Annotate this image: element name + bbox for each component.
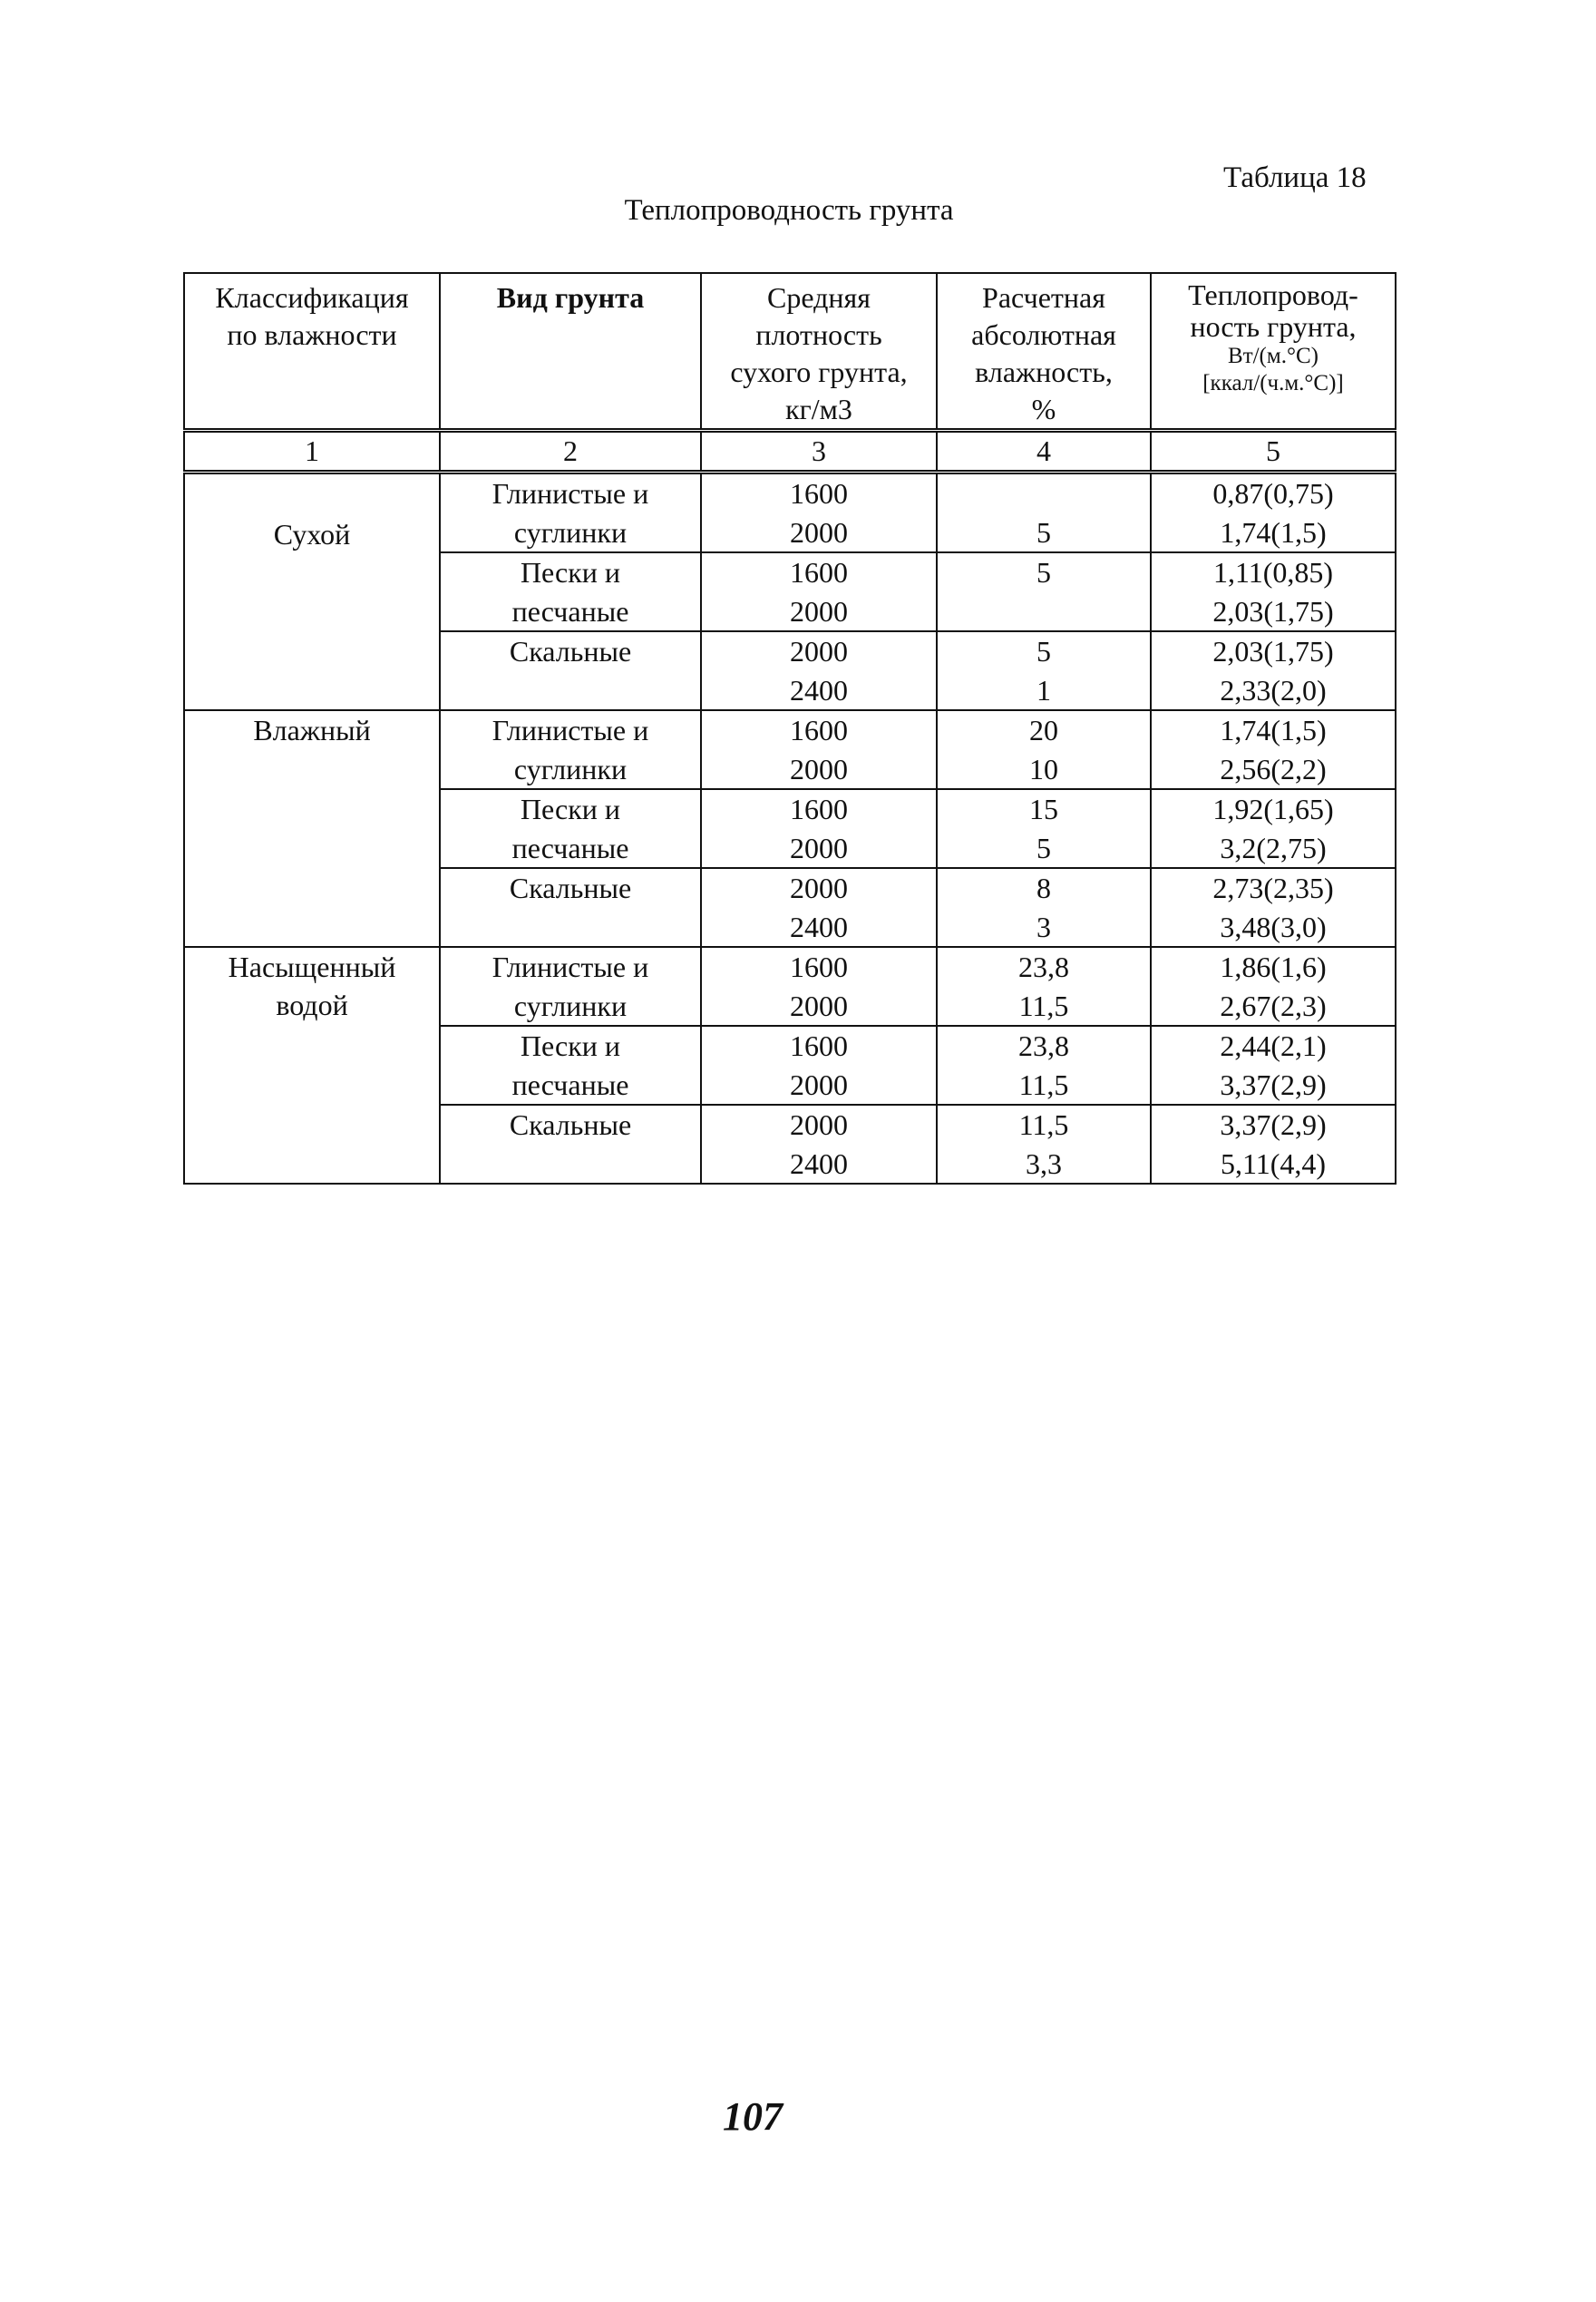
soil-type-cell bbox=[440, 631, 701, 710]
density-cell: 1600 bbox=[701, 552, 937, 592]
density-cell: 2000 bbox=[701, 750, 937, 790]
conductivity-cell: 1,74(1,5) bbox=[1151, 513, 1396, 553]
header-conductivity bbox=[1151, 273, 1396, 431]
density-cell: 2000 bbox=[701, 592, 937, 632]
conductivity-cell: 1,86(1,6) bbox=[1151, 947, 1396, 987]
density-cell: 2000 bbox=[701, 1105, 937, 1145]
soil-type-label: песчаные bbox=[511, 594, 629, 628]
conductivity-cell: 2,73(2,35) bbox=[1151, 868, 1396, 908]
soil-type-cell bbox=[440, 947, 701, 1026]
conductivity-cell: 3,37(2,9) bbox=[1151, 1066, 1396, 1106]
header-text: Средняя bbox=[767, 281, 871, 314]
moisture-cell: 3 bbox=[937, 908, 1151, 948]
header-text: по влажности bbox=[227, 318, 397, 351]
moisture-class-label: водой bbox=[276, 989, 348, 1021]
conductivity-cell: 2,44(2,1) bbox=[1151, 1026, 1396, 1066]
header-text: Расчетная bbox=[982, 281, 1105, 314]
header-unit: [ккал/(ч.м.°С)] bbox=[1202, 371, 1344, 395]
soil-type-label: Пески и bbox=[520, 793, 621, 825]
density-cell: 2000 bbox=[701, 829, 937, 869]
header-text: плотность bbox=[755, 318, 882, 351]
moisture-cell: 5 bbox=[937, 513, 1151, 553]
moisture-cell: 11,5 bbox=[937, 1066, 1151, 1106]
table-row bbox=[184, 473, 1396, 513]
table-row bbox=[184, 947, 1396, 987]
moisture-cell: 20 bbox=[937, 710, 1151, 750]
conductivity-cell: 0,87(0,75) bbox=[1151, 473, 1396, 513]
soil-type-label: суглинки bbox=[513, 752, 628, 785]
soil-type-cell bbox=[440, 789, 701, 868]
density-cell: 1600 bbox=[701, 473, 937, 513]
density-cell: 2400 bbox=[701, 1145, 937, 1185]
moisture-cell: 15 bbox=[937, 789, 1151, 829]
conductivity-cell: 3,37(2,9) bbox=[1151, 1105, 1396, 1145]
moisture-cell: 8 bbox=[937, 868, 1151, 908]
conductivity-cell: 2,33(2,0) bbox=[1151, 671, 1396, 711]
moisture-class-cell bbox=[184, 710, 440, 947]
header-text: Классификация bbox=[215, 281, 409, 314]
moisture-cell bbox=[937, 592, 1151, 632]
conductivity-cell: 3,2(2,75) bbox=[1151, 829, 1396, 869]
moisture-cell: 1 bbox=[937, 671, 1151, 711]
soil-type-label: песчаные bbox=[511, 1068, 629, 1101]
column-number: 1 bbox=[184, 431, 440, 473]
moisture-class-label: Влажный bbox=[253, 714, 371, 746]
header-classification bbox=[184, 273, 440, 431]
header-moisture bbox=[937, 273, 1151, 431]
density-cell: 2000 bbox=[701, 868, 937, 908]
conductivity-cell: 1,74(1,5) bbox=[1151, 710, 1396, 750]
soil-type-label: суглинки bbox=[513, 989, 628, 1022]
moisture-cell: 5 bbox=[937, 631, 1151, 671]
density-cell: 2400 bbox=[701, 908, 937, 948]
header-density bbox=[701, 273, 937, 431]
soil-type-label: Глинистые и bbox=[491, 951, 649, 983]
conductivity-cell: 1,92(1,65) bbox=[1151, 789, 1396, 829]
soil-type-label: песчаные bbox=[511, 831, 629, 864]
header-text: абсолютная bbox=[971, 318, 1116, 351]
conductivity-cell: 2,03(1,75) bbox=[1151, 592, 1396, 632]
density-cell: 2000 bbox=[701, 513, 937, 553]
density-cell: 1600 bbox=[701, 947, 937, 987]
moisture-class-label: Сухой bbox=[273, 518, 351, 551]
density-cell: 2000 bbox=[701, 631, 937, 671]
moisture-cell: 5 bbox=[937, 552, 1151, 592]
header-text: Теплопровод- bbox=[1188, 278, 1358, 311]
soil-type-label: суглинки bbox=[513, 515, 628, 549]
moisture-cell: 3,3 bbox=[937, 1145, 1151, 1185]
soil-type-label: Скальные bbox=[509, 872, 632, 904]
column-number: 5 bbox=[1151, 431, 1396, 473]
moisture-class-cell bbox=[184, 947, 440, 1184]
column-numbers-row bbox=[184, 431, 1396, 473]
density-cell: 1600 bbox=[701, 1026, 937, 1066]
moisture-cell bbox=[937, 473, 1151, 513]
conductivity-cell: 1,11(0,85) bbox=[1151, 552, 1396, 592]
header-text: % bbox=[1031, 393, 1056, 425]
table-title: Теплопроводность грунта bbox=[624, 194, 954, 227]
conductivity-table bbox=[183, 272, 1396, 1185]
conductivity-cell: 2,56(2,2) bbox=[1151, 750, 1396, 790]
conductivity-cell: 3,48(3,0) bbox=[1151, 908, 1396, 948]
density-cell: 2400 bbox=[701, 671, 937, 711]
soil-type-cell bbox=[440, 552, 701, 631]
density-cell: 1600 bbox=[701, 789, 937, 829]
conductivity-cell: 2,67(2,3) bbox=[1151, 987, 1396, 1027]
conductivity-cell: 2,03(1,75) bbox=[1151, 631, 1396, 671]
table-row bbox=[184, 710, 1396, 750]
header-text: сухого грунта, bbox=[730, 356, 908, 388]
soil-type-cell bbox=[440, 1105, 701, 1184]
conductivity-cell: 5,11(4,4) bbox=[1151, 1145, 1396, 1185]
density-cell: 2000 bbox=[701, 987, 937, 1027]
soil-type-label: Глинистые и bbox=[491, 477, 649, 510]
soil-type-label: Глинистые и bbox=[491, 714, 649, 746]
moisture-cell: 23,8 bbox=[937, 947, 1151, 987]
page-number: 107 bbox=[723, 2094, 783, 2139]
header-unit: Вт/(м.°С) bbox=[1228, 344, 1319, 368]
table-label: Таблица 18 bbox=[1223, 161, 1367, 194]
soil-type-cell bbox=[440, 1026, 701, 1105]
soil-type-label: Пески и bbox=[520, 1029, 621, 1062]
soil-type-cell bbox=[440, 473, 701, 553]
soil-type-cell bbox=[440, 868, 701, 947]
header-row bbox=[184, 273, 1396, 431]
soil-type-cell bbox=[440, 710, 701, 789]
header-text: ность грунта, bbox=[1190, 310, 1357, 343]
header-text: кг/м3 bbox=[785, 393, 852, 425]
moisture-class-label: Насыщенный bbox=[228, 951, 396, 983]
density-cell: 2000 bbox=[701, 1066, 937, 1106]
soil-type-label: Скальные bbox=[509, 1108, 632, 1141]
moisture-cell: 23,8 bbox=[937, 1026, 1151, 1066]
moisture-cell: 5 bbox=[937, 829, 1151, 869]
moisture-cell: 11,5 bbox=[937, 987, 1151, 1027]
header-soil-type: Вид грунта bbox=[440, 273, 701, 431]
column-number: 3 bbox=[701, 431, 937, 473]
moisture-cell: 10 bbox=[937, 750, 1151, 790]
moisture-cell: 11,5 bbox=[937, 1105, 1151, 1145]
density-cell: 1600 bbox=[701, 710, 937, 750]
column-number: 2 bbox=[440, 431, 701, 473]
header-text: влажность, bbox=[975, 356, 1113, 388]
moisture-class-cell bbox=[184, 473, 440, 711]
soil-type-label: Пески и bbox=[520, 556, 621, 589]
column-number: 4 bbox=[937, 431, 1151, 473]
soil-type-label: Скальные bbox=[509, 635, 632, 668]
